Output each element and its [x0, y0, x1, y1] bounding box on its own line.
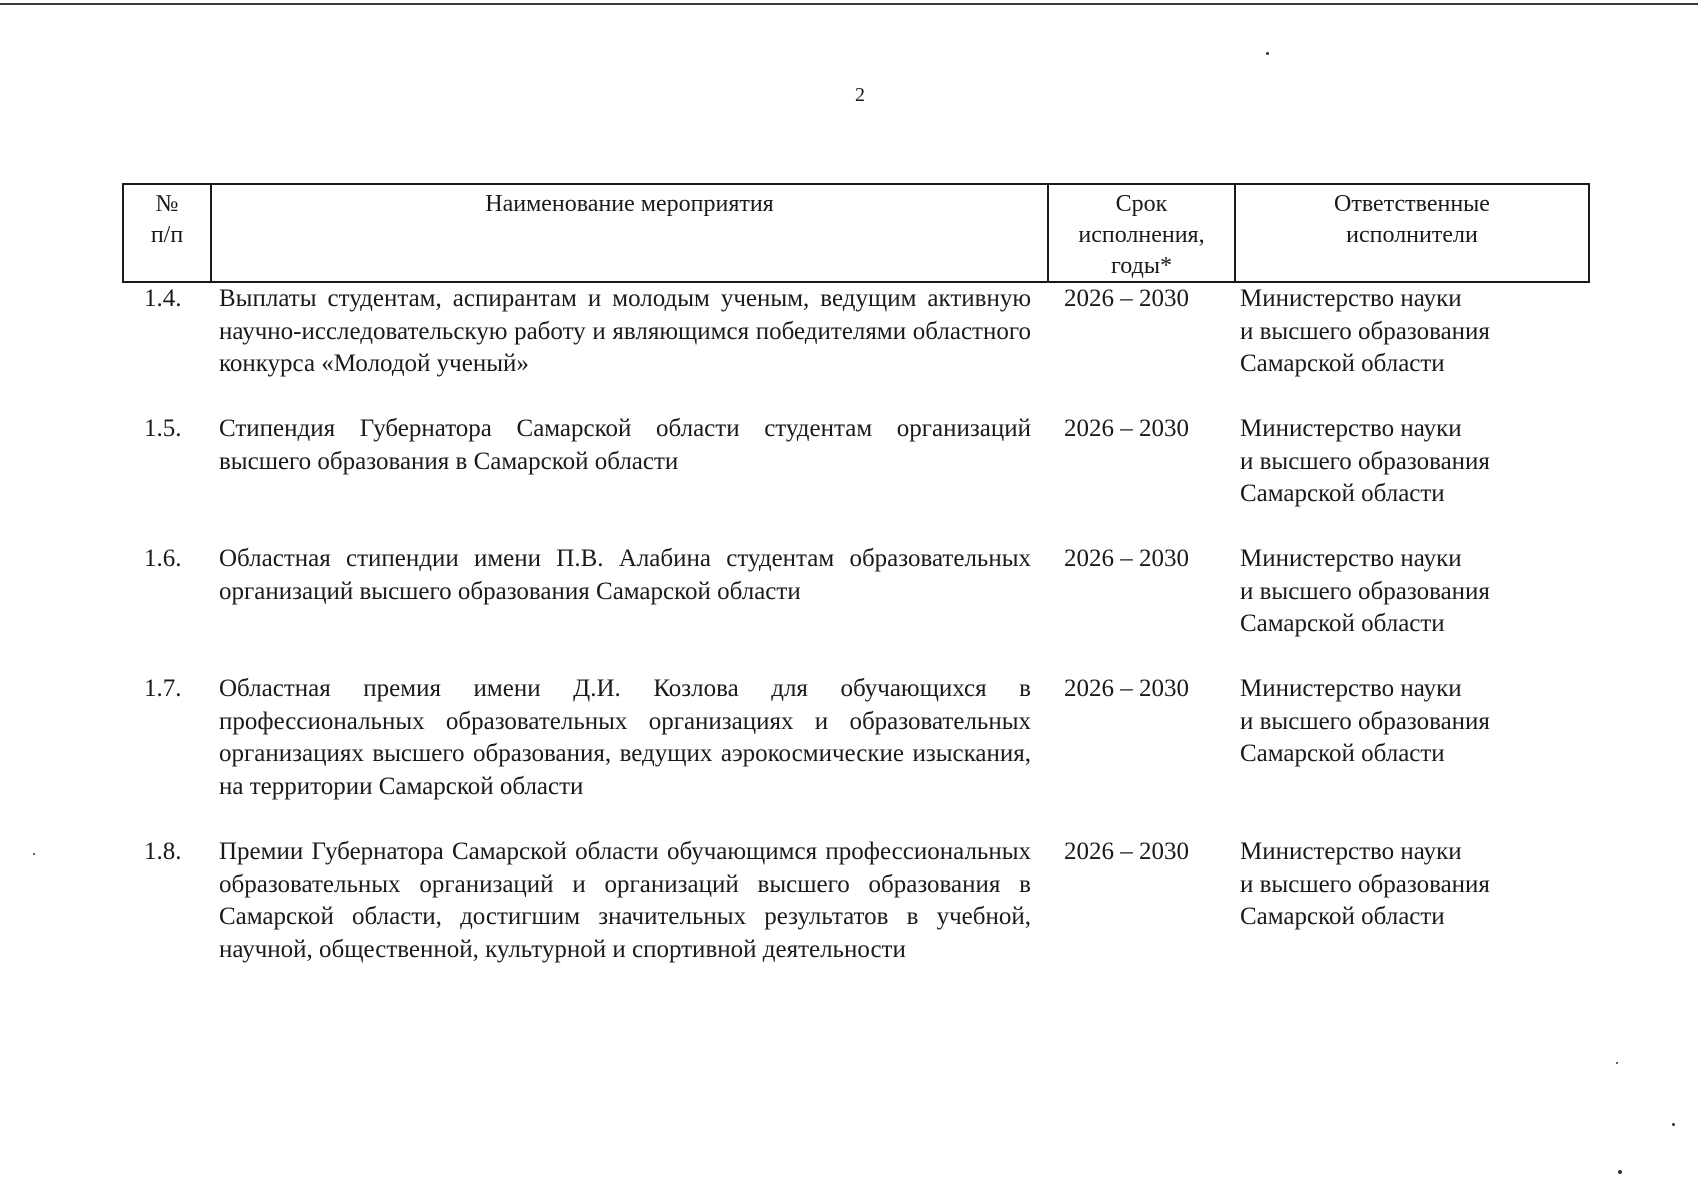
row-responsible: Министерство науки и высшего образования Самарской области	[1240, 285, 1490, 377]
header-number-label: № п/п	[150, 191, 184, 248]
scan-speck	[1266, 52, 1269, 55]
row-number: 1.7.	[144, 675, 182, 702]
header-number	[124, 185, 210, 281]
header-name-label: Наименование мероприятия	[485, 191, 774, 217]
row-term: 2026 – 2030	[1064, 285, 1189, 312]
row-name: Стипендия Губернатора Самарской области студентам организаций высшего образования в Самарской области	[219, 415, 1031, 475]
row-number: 1.5.	[144, 415, 182, 442]
row-responsible: Министерство науки и высшего образования Самарской области	[1240, 415, 1490, 507]
row-name: Областная премия имени Д.И. Козлова для обучающихся в профессиональных образовательных организациях и образовательных организациях высшего образования, ведущих аэрокосмические изыскания, на территории Самарской области	[219, 675, 1031, 800]
row-number: 1.6.	[144, 545, 182, 572]
scan-edge-line	[0, 3, 1698, 5]
table-header	[122, 183, 1590, 283]
row-responsible: Министерство науки и высшего образования Самарской области	[1240, 675, 1490, 767]
row-name: Областная стипендии имени П.В. Алабина студентам образовательных организаций высшего образования Самарской области	[219, 545, 1031, 605]
row-name: Выплаты студентам, аспирантам и молодым ученым, ведущим активную научно-исследовательскую работу и являющимся победителями областного конкурса «Молодой ученый»	[219, 285, 1031, 377]
header-responsible-label: Ответственные исполнители	[1334, 191, 1490, 248]
row-number: 1.4.	[144, 285, 182, 312]
row-term: 2026 – 2030	[1064, 838, 1189, 865]
row-term: 2026 – 2030	[1064, 675, 1189, 702]
scan-speck	[1672, 1123, 1675, 1126]
scan-speck	[1616, 1062, 1618, 1064]
header-responsible	[1234, 185, 1588, 281]
row-term: 2026 – 2030	[1064, 545, 1189, 572]
row-number: 1.8.	[144, 838, 182, 865]
row-responsible: Министерство науки и высшего образования Самарской области	[1240, 545, 1490, 637]
header-name	[210, 185, 1047, 281]
row-name: Премии Губернатора Самарской области обучающимся профессиональных образовательных организаций и организаций высшего образования в Самарской области, достигшим значительных результатов в учебной, научной, общественной, культурной и спортивной деятельности	[219, 838, 1031, 963]
scan-speck	[33, 853, 35, 855]
header-term-label: Срок исполнения, годы*	[1078, 191, 1205, 279]
header-term	[1047, 185, 1234, 281]
row-responsible: Министерство науки и высшего образования Самарской области	[1240, 838, 1490, 930]
row-term: 2026 – 2030	[1064, 415, 1189, 442]
page-number: 2	[855, 84, 865, 106]
scan-speck	[1618, 1170, 1622, 1174]
